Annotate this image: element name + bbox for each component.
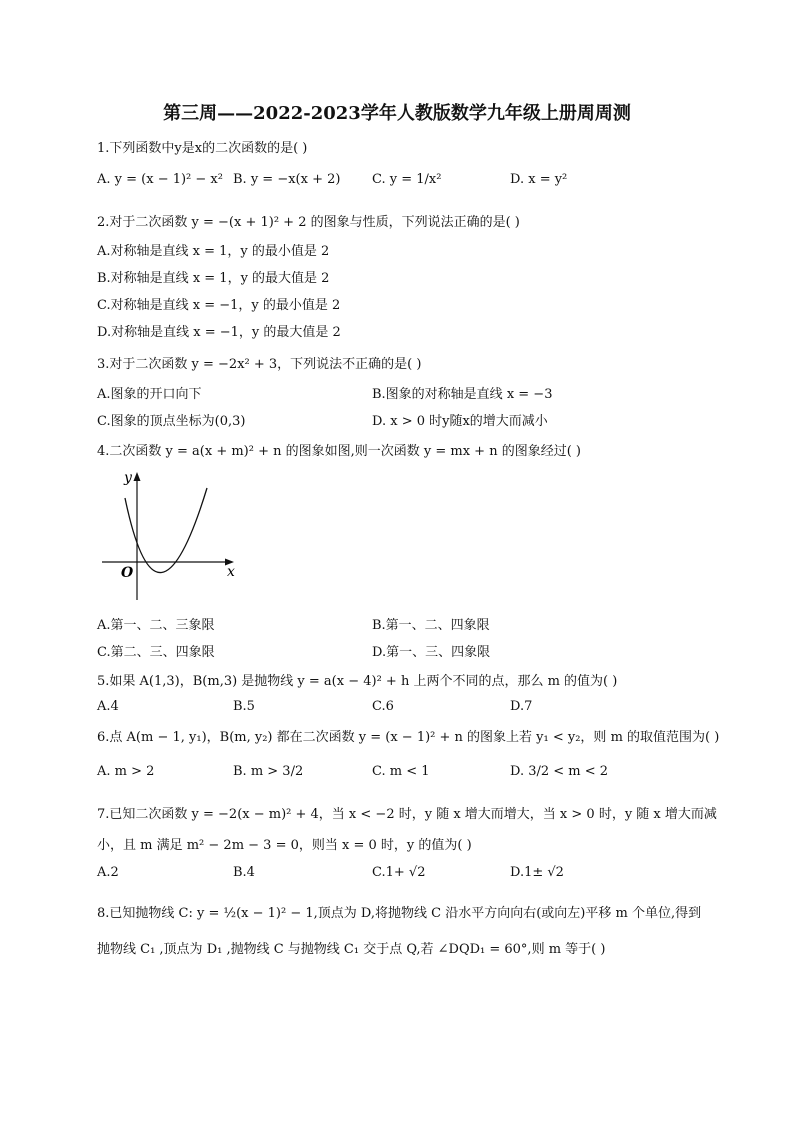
question-6-option-d: D. 3/2 < m < 2 (510, 764, 609, 779)
question-1-option-d: D. x = y² (510, 172, 568, 187)
question-7-option-b: B.4 (233, 865, 255, 880)
question-3-stem: 3.对于二次函数 y = −2x² + 3，下列说法不正确的是( ) (97, 357, 422, 372)
question-3-option-c: C.图象的顶点坐标为(0,3) (97, 414, 246, 429)
question-7-stem-line-2: 小，且 m 满足 m² − 2m − 3 = 0，则当 x = 0 时，y 的值为( ) (97, 838, 472, 853)
question-3-option-d: D. x > 0 时y随x的增大而减小 (372, 414, 548, 429)
question-8-stem-line-2: 抛物线 C₁ ,顶点为 D₁ ,抛物线 C 与抛物线 C₁ 交于点 Q,若 ∠DQD₁ = 60°,则 m 等于( ) (97, 942, 606, 957)
question-6-option-c: C. m < 1 (372, 764, 430, 779)
question-5-stem: 5.如果 A(1,3)，B(m,3) 是抛物线 y = a(x − 4)² + h 上两个不同的点，那么 m 的值为( ) (97, 674, 618, 689)
question-4-option-b: B.第一、二、四象限 (372, 618, 490, 633)
question-2-option-d: D.对称轴是直线 x = −1，y 的最大值是 2 (97, 325, 341, 340)
question-4-stem: 4.二次函数 y = a(x + m)² + n 的图象如图,则一次函数 y = mx + n 的图象经过( ) (97, 444, 581, 459)
question-7-option-a: A.2 (97, 865, 119, 880)
question-4-option-a: A.第一、二、三象限 (97, 618, 215, 633)
parabola-graph (97, 468, 247, 604)
question-5-option-a: A.4 (97, 699, 119, 714)
question-6-option-a: A. m > 2 (97, 764, 155, 779)
question-1-option-b: B. y = −x(x + 2) (233, 172, 341, 187)
question-5-option-b: B.5 (233, 699, 255, 714)
x-axis-label: x (227, 564, 235, 580)
question-7-stem-line-1: 7.已知二次函数 y = −2(x − m)² + 4，当 x < −2 时，y 随 x 增大而增大，当 x > 0 时，y 随 x 增大而减 (97, 807, 717, 822)
question-2-stem: 2.对于二次函数 y = −(x + 1)² + 2 的图象与性质，下列说法正确的是( ) (97, 215, 520, 230)
question-1-option-c: C. y = 1/x² (372, 172, 442, 187)
question-4-option-d: D.第一、三、四象限 (372, 645, 491, 660)
question-5-option-c: C.6 (372, 699, 394, 714)
question-6-option-b: B. m > 3/2 (233, 764, 304, 779)
y-axis-arrow (134, 472, 141, 481)
question-7-option-d: D.1± √2 (510, 865, 564, 880)
y-axis-label: y (124, 470, 132, 486)
question-4-option-c: C.第二、三、四象限 (97, 645, 215, 660)
question-2-option-c: C.对称轴是直线 x = −1，y 的最小值是 2 (97, 298, 341, 313)
question-1-stem: 1.下列函数中y是x的二次函数的是( ) (97, 141, 308, 156)
question-8-stem-line-1: 8.已知抛物线 C: y = ½(x − 1)² − 1,顶点为 D,将抛物线 C 沿水平方向向右(或向左)平移 m 个单位,得到 (97, 906, 702, 921)
question-3-option-a: A.图象的开口向下 (97, 387, 202, 402)
question-5-option-d: D.7 (510, 699, 533, 714)
origin-label: O (121, 565, 134, 581)
question-2-option-a: A.对称轴是直线 x = 1，y 的最小值是 2 (97, 244, 330, 259)
question-6-stem: 6.点 A(m − 1, y₁)，B(m, y₂) 都在二次函数 y = (x − 1)² + n 的图象上若 y₁ < y₂，则 m 的取值范围为( ) (97, 730, 720, 745)
question-7-option-c: C.1+ √2 (372, 865, 426, 880)
question-1-option-a: A. y = (x − 1)² − x² (97, 172, 223, 187)
question-3-option-b: B.图象的对称轴是直线 x = −3 (372, 387, 553, 402)
page-title: 第三周——2022-2023学年人教版数学九年级上册周周测 (163, 103, 631, 124)
question-2-option-b: B.对称轴是直线 x = 1，y 的最大值是 2 (97, 271, 330, 286)
